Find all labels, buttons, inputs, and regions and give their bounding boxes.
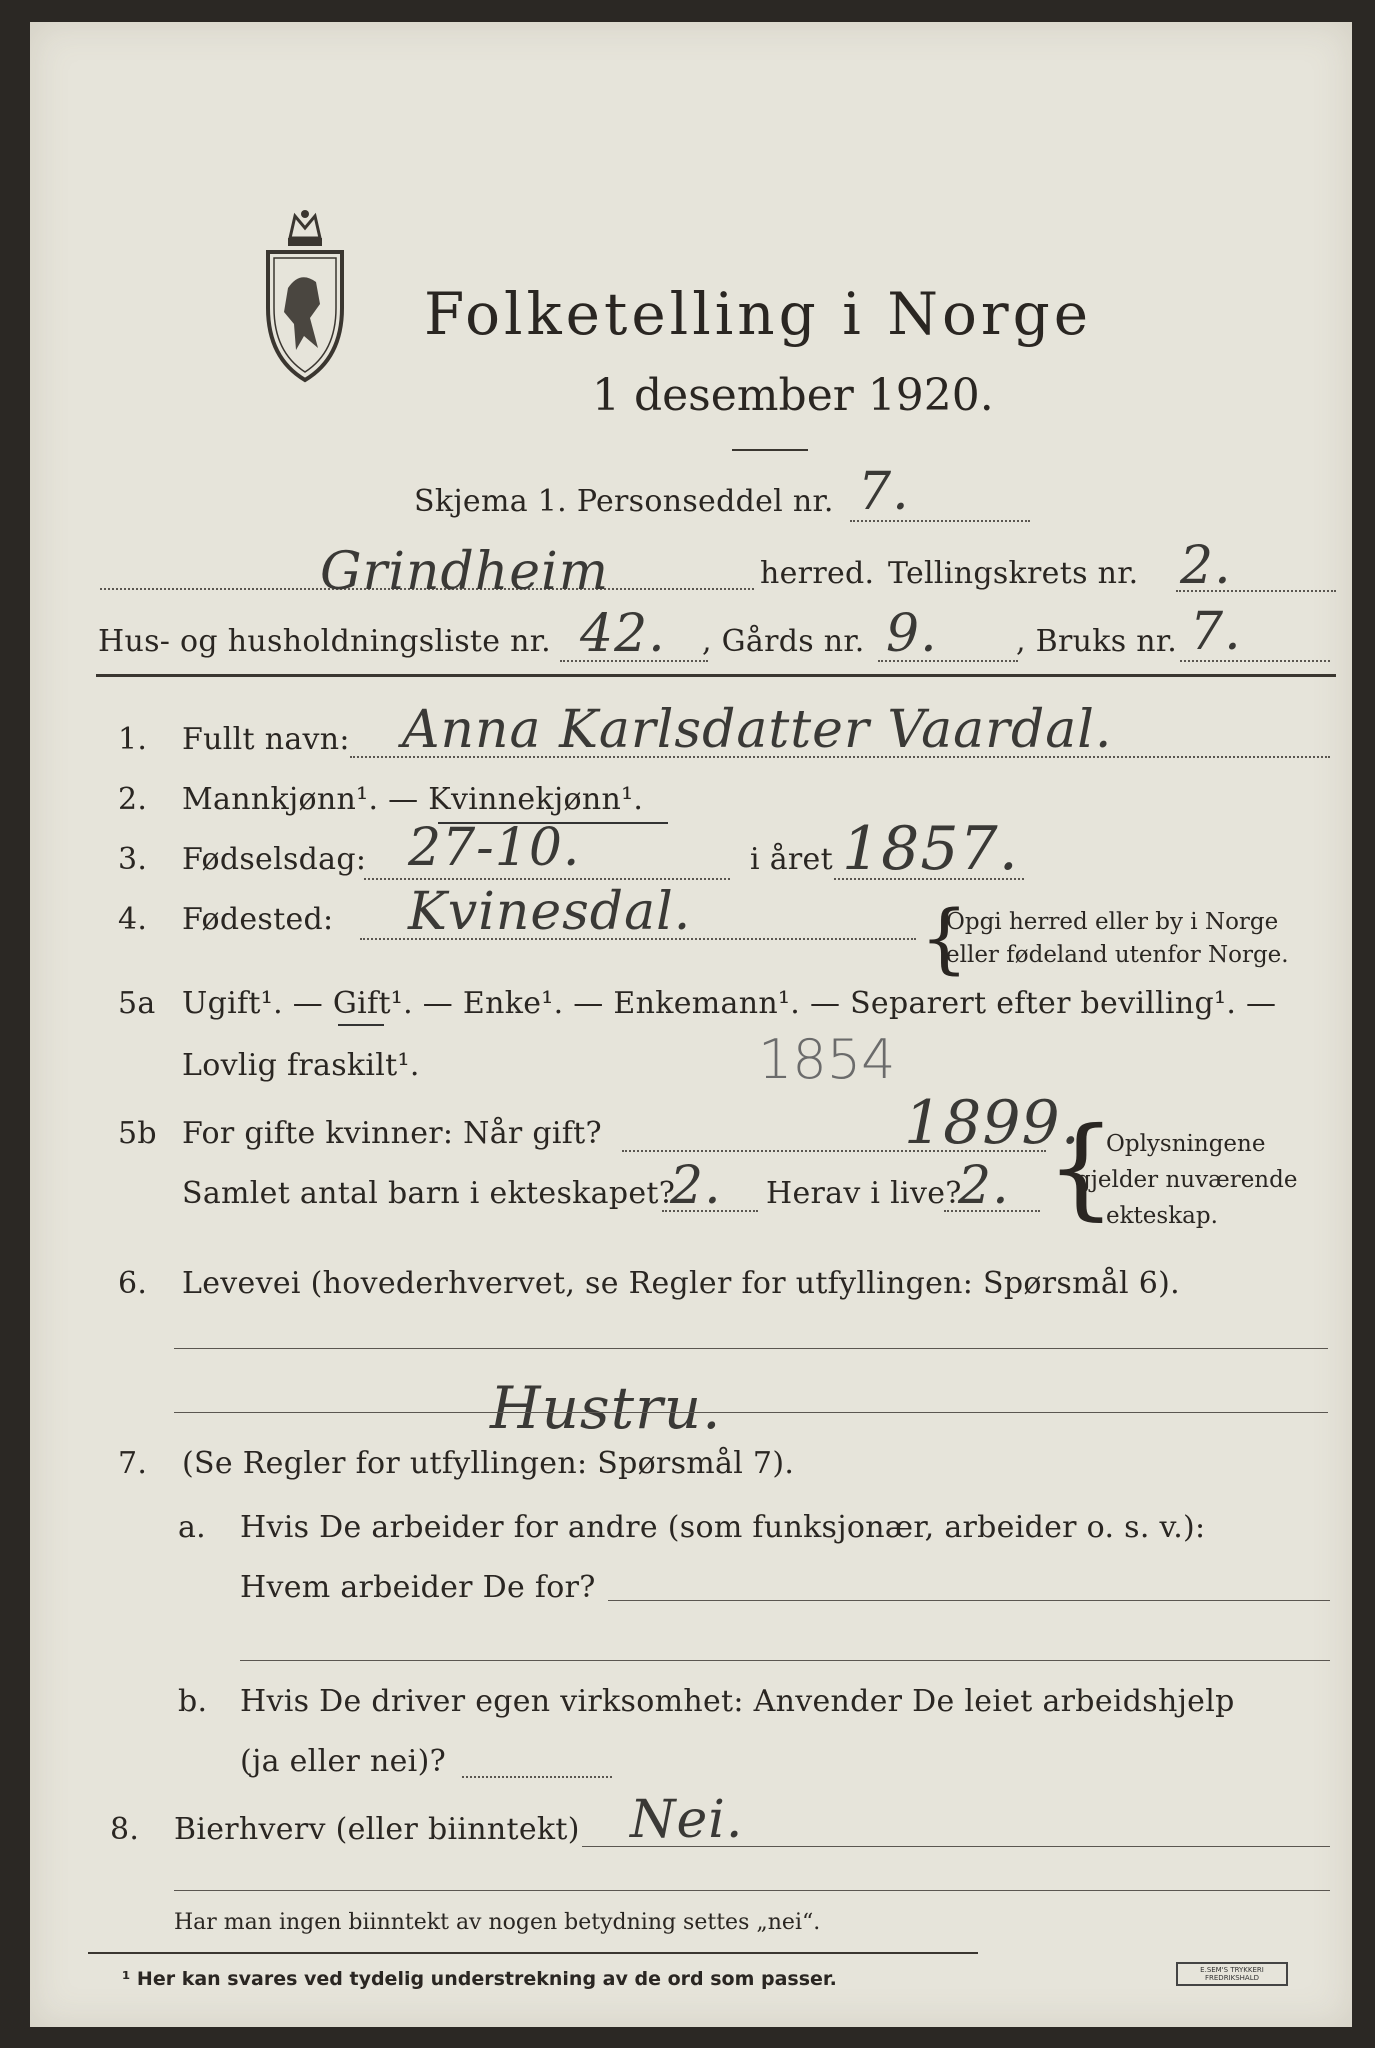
census-date: 1 desember 1920. (592, 370, 994, 421)
q5b-note-line1: Oplysningene (1106, 1131, 1266, 1157)
q5b-number: 5b (118, 1116, 157, 1151)
q5a-number: 5a (118, 986, 156, 1021)
q3-label: Fødselsdag: (182, 842, 367, 877)
q8-number: 8. (110, 1812, 140, 1847)
herred-name: Grindheim (320, 542, 610, 602)
q8-answer: Nei. (630, 1790, 744, 1850)
q7b-letter: b. (178, 1684, 208, 1719)
q7a-line2: Hvem arbeider De for? (240, 1570, 596, 1605)
q6-number: 6. (118, 1266, 148, 1301)
q6-occupation: Hustru. (490, 1374, 722, 1442)
q5b-barn-label: Samlet antal barn i ekteskapet? (182, 1176, 676, 1211)
q5b-children-alive: 2. (958, 1156, 1010, 1216)
schema-label: Skjema 1. Personseddel nr. (414, 484, 834, 519)
q5a-marital-options: Ugift¹. — Gift¹. — Enke¹. — Enkemann¹. — Separert efter bevilling¹. — (182, 986, 1277, 1021)
q1-label: Fullt navn: (182, 722, 350, 757)
q6-label: Levevei (hovederhvervet, se Regler for utfyllingen: Spørsmål 6). (182, 1266, 1180, 1301)
bruks-number: 7. (1190, 602, 1242, 662)
census-form: Folketelling i Norge 1 desember 1920. Skjema 1. Personseddel nr. 7. Grindheim herred. Tellingskrets nr. 2. Hus- og husholdningsliste nr. 42. , Gårds nr. 9. , Bruks nr. 7. 1. Fullt navn: Anna Karlsdatter Vaardal. 2. Mannkjønn¹. — Kvinnekjønn¹. 3. Fødselsdag: 27-10. i året 1857. 4. Fødested: Kvinesdal. { Opgi herred eller by i Norge eller fødeland utenfor Norge. 5a Ugift¹. — Gift¹. — Enke¹. — Enkemann¹. — Separert efter bevilling¹. — Lovlig fraskilt¹. 1854 5b For gifte kvinner: Når gift? 1899. Samlet antal barn i ekteskapet? 2. Herav i live? 2. { Oplysningene gjelder nuværende ekteskap. 6. Levevei (hovederhvervet, se Regler for utfyllingen: Spørsmål 6). Hustru. 7. (Se Regler for utfyllingen: Spørsmål 7). a. Hvis De arbeider for andre (som funksjonær, arbeider o. s. v.): Hvem arbeider De for? b. Hvis De driver egen virksomhet: Anvender De leiet arbeidshjelp (ja eller nei)? 8. Bierhverv (eller biinntekt) Nei. Har man ingen biinntekt av nogen betydning settes „nei“. ¹ Her kan svares ved tydelig understrekning av de ord som passer. E.SEM'S TRYKKERI FREDRIKSHALD (30, 22, 1352, 2027)
q4-note-line2: eller fødeland utenfor Norge. (946, 942, 1289, 968)
q5a-line2: Lovlig fraskilt¹. (182, 1048, 420, 1083)
q5b-live-label: Herav i live? (766, 1176, 962, 1211)
bruks-label: , Bruks nr. (1016, 624, 1178, 659)
q7b-line1: Hvis De driver egen virksomhet: Anvender De leiet arbeidshjelp (240, 1684, 1235, 1719)
q4-birthplace: Kvinesdal. (408, 882, 692, 942)
q2-number: 2. (118, 782, 148, 817)
q7b-line2: (ja eller nei)? (240, 1744, 446, 1779)
q3-birth-year: 1857. (842, 814, 1019, 884)
stamp-line1: E.SEM'S TRYKKERI (1200, 1966, 1264, 1974)
q5a-pencil-note: 1854 (758, 1028, 896, 1091)
gards-label: , Gårds nr. (702, 624, 865, 659)
q1-full-name: Anna Karlsdatter Vaardal. (402, 700, 1113, 760)
q7-label: (Se Regler for utfyllingen: Spørsmål 7). (182, 1446, 795, 1481)
q4-number: 4. (118, 902, 148, 937)
tellingskrets-number: 2. (1180, 536, 1232, 596)
q5b-note-line2: gjelder nuværende (1076, 1167, 1298, 1193)
form-title: Folketelling i Norge (424, 280, 1093, 348)
herred-label: herred. (760, 556, 875, 591)
q1-number: 1. (118, 722, 148, 757)
q3-birthday: 27-10. (408, 818, 581, 878)
hus-number: 42. (580, 604, 666, 664)
q4-note-line1: Opgi herred eller by i Norge (946, 909, 1279, 935)
q4-label: Fødested: (182, 902, 334, 937)
gards-number: 9. (886, 604, 938, 664)
q5b-married-year: 1899. (904, 1088, 1081, 1158)
q5b-children-total: 2. (670, 1156, 722, 1216)
hus-label: Hus- og husholdningsliste nr. (98, 624, 551, 659)
stamp-line2: FREDRIKSHALD (1204, 1974, 1259, 1982)
q8-label: Bierhverv (eller biinntekt) (174, 1812, 580, 1847)
q7a-line1: Hvis De arbeider for andre (som funksjonær, arbeider o. s. v.): (240, 1510, 1206, 1545)
footnote: ¹ Her kan svares ved tydelig understrekning av de ord som passer. (122, 1968, 837, 1990)
q5b-label: For gifte kvinner: Når gift? (182, 1116, 602, 1151)
q7-number: 7. (118, 1446, 148, 1481)
printer-stamp (1176, 1962, 1288, 1986)
q7a-letter: a. (178, 1510, 207, 1545)
coat-of-arms-icon (260, 208, 350, 388)
personseddel-number: 7. (858, 462, 910, 522)
tellingskrets-label: Tellingskrets nr. (888, 556, 1139, 591)
q3-year-label: i året (750, 842, 833, 877)
nei-note: Har man ingen biinntekt av nogen betydning settes „nei“. (174, 1910, 821, 1935)
q3-number: 3. (118, 842, 148, 877)
q2-label: Mannkjønn¹. — Kvinnekjønn¹. (182, 782, 644, 817)
q5b-note-line3: ekteskap. (1106, 1203, 1218, 1229)
